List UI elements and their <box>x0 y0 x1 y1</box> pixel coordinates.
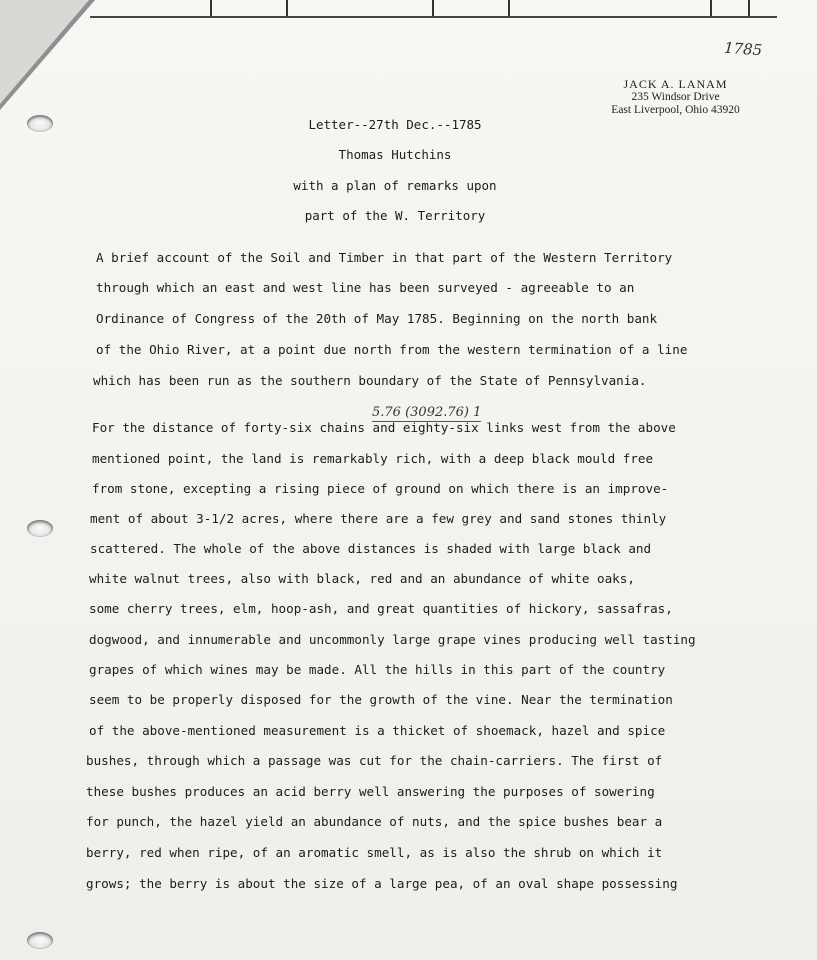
top-tick <box>508 0 510 16</box>
punch-hole-top <box>27 115 53 132</box>
top-edge-line <box>90 0 777 18</box>
text-line: scattered. The whole of the above distances is shaded with large black and <box>90 541 652 556</box>
text-line: Ordinance of Congress of the 20th of May 1785. Beginning on the north bank <box>96 311 658 326</box>
text-line: bushes, through which a passage was cut for the chain-carriers. The first of <box>86 753 663 768</box>
top-tick <box>748 0 750 16</box>
address-street: 235 Windsor Drive <box>631 91 720 103</box>
text-line: mentioned point, the land is remarkably rich, with a deep black mould free <box>92 451 654 466</box>
text-line: of the above-mentioned measurement is a thicket of shoemack, hazel and spice <box>89 723 666 738</box>
text-line: dogwood, and innumerable and uncommonly large grape vines producing well tasting <box>89 632 696 647</box>
address-stamp <box>598 78 753 117</box>
heading-line-3: with a plan of remarks upon <box>293 178 497 193</box>
address-city: East Liverpool, Ohio 43920 <box>611 104 740 116</box>
heading-line-4: part of the W. Territory <box>304 208 486 223</box>
text-line: berry, red when ripe, of an aromatic smell, as is also the shrub on which it <box>86 845 663 860</box>
heading-line-1: Letter--27th Dec.--1785 <box>308 117 482 132</box>
address-name: JACK A. LANAM <box>623 77 728 91</box>
text-line: which has been run as the southern boundary of the State of Pennsylvania. <box>93 373 647 388</box>
text-line: grapes of which wines may be made. All the hills in this part of the country <box>89 662 666 677</box>
top-tick <box>710 0 712 16</box>
folded-corner <box>0 0 89 104</box>
text-line: through which an east and west line has been surveyed - agreeable to an <box>96 280 635 295</box>
top-tick <box>286 0 288 16</box>
handwritten-year: 1785 <box>723 38 763 60</box>
handwritten-annotation: 5.76 (3092.76) 1 <box>372 405 482 420</box>
text-line: For the distance of forty-six chains and eighty-six links west from the above <box>92 420 676 435</box>
text-line: of the Ohio River, at a point due north from the western termination of a line <box>96 342 688 357</box>
top-tick <box>210 0 212 16</box>
text-line: for punch, the hazel yield an abundance of nuts, and the spice bushes bear a <box>86 814 663 829</box>
punch-hole-bottom <box>27 932 53 949</box>
text-line: white walnut trees, also with black, red and an abundance of white oaks, <box>89 571 635 586</box>
punch-hole-middle <box>27 520 53 537</box>
top-tick <box>432 0 434 16</box>
text-line: ment of about 3-1/2 acres, where there are a few grey and sand stones thinly <box>90 511 667 526</box>
text-line: some cherry trees, elm, hoop-ash, and great quantities of hickory, sassafras, <box>89 601 673 616</box>
text-line: grows; the berry is about the size of a large pea, of an oval shape possessing <box>86 876 678 891</box>
text-line: seem to be properly disposed for the growth of the vine. Near the termination <box>89 692 673 707</box>
text-line: from stone, excepting a rising piece of ground on which there is an improve- <box>92 481 669 496</box>
text-line: these bushes produces an acid berry well answering the purposes of sowering <box>86 784 655 799</box>
text-line: A brief account of the Soil and Timber in that part of the Western Territory <box>96 250 673 265</box>
heading-line-2: Thomas Hutchins <box>338 147 452 162</box>
